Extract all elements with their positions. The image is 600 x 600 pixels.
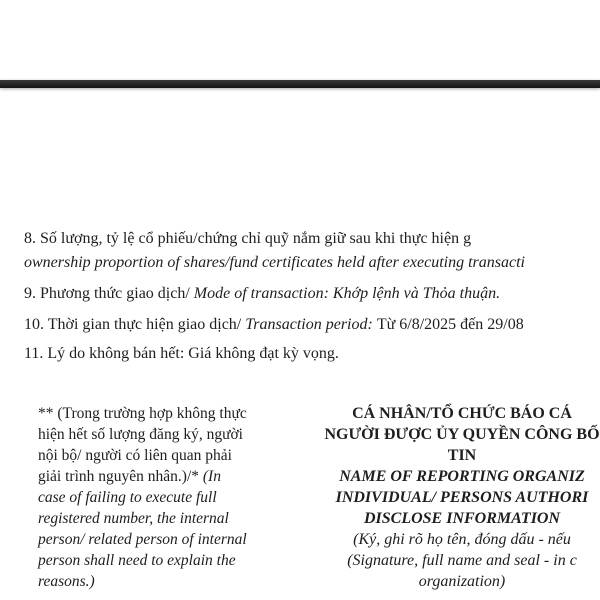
footnote-line-en: person shall need to explain the <box>38 552 236 569</box>
signature-heading-en: DISCLOSE INFORMATION <box>363 510 561 527</box>
footnote-line-en: person/ related person of internal <box>38 531 247 548</box>
item-10-value: Từ 6/8/2025 đến 29/08 <box>376 316 524 333</box>
item-9-label: 9. Phương thức giao dịch/ <box>24 285 194 302</box>
footnote-line: hiện hết số lượng đăng ký, người <box>38 426 243 443</box>
header-divider-bar <box>0 80 600 88</box>
footnote-line: nội bộ/ người có liên quan phải <box>38 447 232 464</box>
signature-heading-vi: TIN <box>447 447 477 464</box>
signature-heading-en: INDIVIDUAL/ PERSONS AUTHORI <box>335 489 589 506</box>
footnote-line <box>38 468 221 486</box>
item-10-label: 10. Thời gian thực hiện giao dịch/ <box>24 316 246 333</box>
item-10 <box>24 316 524 334</box>
footnote-text-en: (In <box>202 468 221 485</box>
signature-heading-vi: NGƯỜI ĐƯỢC ỦY QUYỀN CÔNG BỐ <box>324 426 600 443</box>
footnote-text: giải trình nguyên nhân.)/* <box>38 468 203 485</box>
signature-heading-vi: CÁ NHÂN/TỔ CHỨC BÁO CÁ <box>352 405 572 422</box>
signature-heading-en: NAME OF REPORTING ORGANIZ <box>339 468 585 485</box>
item-8-english: ownership proportion of shares/fund certificates held after executing transacti <box>24 254 525 271</box>
item-8-vietnamese: 8. Số lượng, tỷ lệ cổ phiếu/chứng chỉ quỹ nắm giữ sau khi thực hiện g <box>24 230 472 247</box>
signature-instruction-vi: (Ký, ghi rõ họ tên, đóng dấu - nếu <box>353 531 571 548</box>
footnote-line-en: reasons.) <box>38 573 95 590</box>
signature-instruction-en: (Signature, full name and seal - in c <box>347 552 577 569</box>
footnote-line: ** (Trong trường hợp không thực <box>38 405 247 422</box>
item-9 <box>24 285 500 303</box>
item-11: 11. Lý do không bán hết: Giá không đạt kỳ vọng. <box>24 345 339 362</box>
item-9-value: Mode of transaction: Khớp lệnh và Thỏa thuận. <box>193 285 501 302</box>
item-10-label-en: Transaction period: <box>245 316 377 333</box>
signature-instruction-en: organization) <box>418 573 506 590</box>
footnote-line-en: case of failing to execute full <box>38 489 217 506</box>
footnote-line-en: registered number, the internal <box>38 510 229 527</box>
